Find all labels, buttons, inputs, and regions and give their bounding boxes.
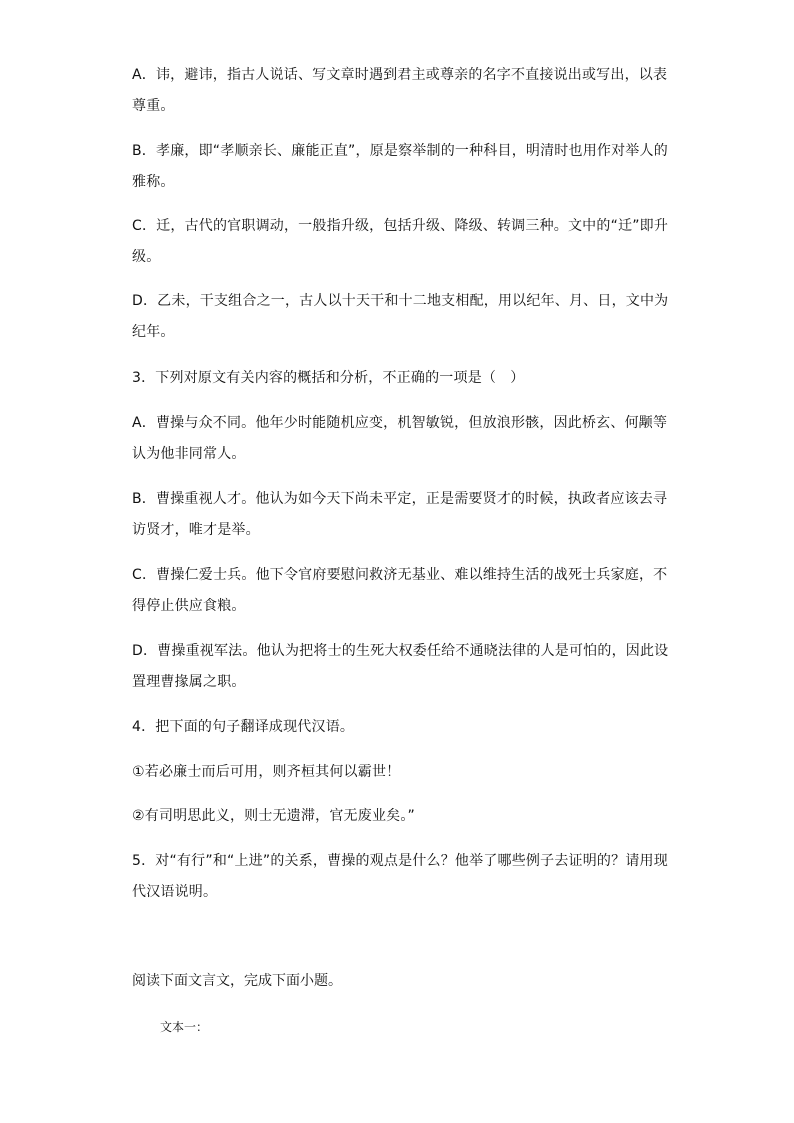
- text-one-label: 文本一：: [160, 1020, 209, 1034]
- q4-sentence-1-text: ①若必廉士而后可用，则齐桓其何以霸世！: [132, 764, 401, 780]
- q4-stem-text: 4．把下面的句子翻译成现代汉语。: [132, 719, 355, 735]
- q4-sentence-1: [132, 757, 672, 788]
- q2-option-a-line-1: A．讳，避讳，指古人说话、写文章时遇到君主或尊亲的名字不直接说出或写出，以表: [132, 67, 668, 83]
- q4-sentence-2: [132, 801, 672, 832]
- q2-option-b-line-2: 雅称。: [132, 174, 175, 190]
- q2-option-b: [132, 136, 672, 198]
- q3-option-b-line-1: B．曹操重视人才。他认为如今天下尚未平定，正是需要贤才的时候，执政者应该去寻: [132, 491, 668, 507]
- q5-stem-line-2: 代汉语说明。: [132, 884, 218, 900]
- q5-stem-line-1: 5．对“有行”和“上进”的关系，曹操的观点是什么？他举了哪些例子去证明的？请用现: [132, 853, 668, 869]
- q3-option-c: [132, 560, 672, 622]
- q3-option-d-line-2: 置理曹掾属之职。: [132, 674, 246, 690]
- q3-option-c-line-1: C．曹操仁爱士兵。他下令官府要慰问救济无基业、难以维持生活的战死士兵家庭，不: [132, 567, 668, 583]
- q3-option-c-line-2: 得停止供应食粮。: [132, 598, 246, 614]
- q3-option-b: [132, 484, 672, 546]
- q2-option-c: [132, 211, 672, 273]
- q2-option-c-line-1: C．迁，古代的官职调动，一般指升级，包括升级、降级、转调三种。文中的“迁”即升: [132, 218, 669, 234]
- q3-option-a-line-2: 认为他非同常人。: [132, 446, 246, 462]
- q2-option-d-line-2: 纪年。: [132, 324, 175, 340]
- q3-option-d: [132, 636, 672, 698]
- q3-option-d-line-1: D．曹操重视军法。他认为把将士的生死大权委任给不通晓法律的人是可怕的，因此设: [132, 643, 669, 659]
- q2-option-a-line-2: 尊重。: [132, 98, 175, 114]
- q2-option-c-line-2: 级。: [132, 249, 161, 265]
- q5-stem: [132, 846, 672, 908]
- q2-option-a: [132, 60, 672, 122]
- q2-option-d-line-1: D．乙未，干支组合之一，古人以十天干和十二地支相配，用以纪年、月、日，文中为: [132, 293, 669, 309]
- reading-intro: 阅读下面文言文，完成下面小题。: [132, 973, 342, 989]
- q4-sentence-2-text: ②有司明思此义，则士无遗滞，官无废业矣。”: [132, 808, 416, 824]
- q3-option-b-line-2: 访贤才，唯才是举。: [132, 522, 260, 538]
- q4-stem: [132, 712, 672, 743]
- q3-stem-text: 3．下列对原文有关内容的概括和分析，不正确的一项是（ ）: [132, 370, 525, 386]
- q3-option-a: [132, 408, 672, 470]
- q2-option-d: [132, 286, 672, 348]
- q3-option-a-line-1: A．曹操与众不同。他年少时能随机应变，机智敏锐，但放浪形骸，因此桥玄、何颙等: [132, 415, 668, 431]
- q3-stem: [132, 363, 672, 394]
- q2-option-b-line-1: B．孝廉，即“孝顺亲长、廉能正直”，原是察举制的一种科目，明清时也用作对举人的: [132, 143, 668, 159]
